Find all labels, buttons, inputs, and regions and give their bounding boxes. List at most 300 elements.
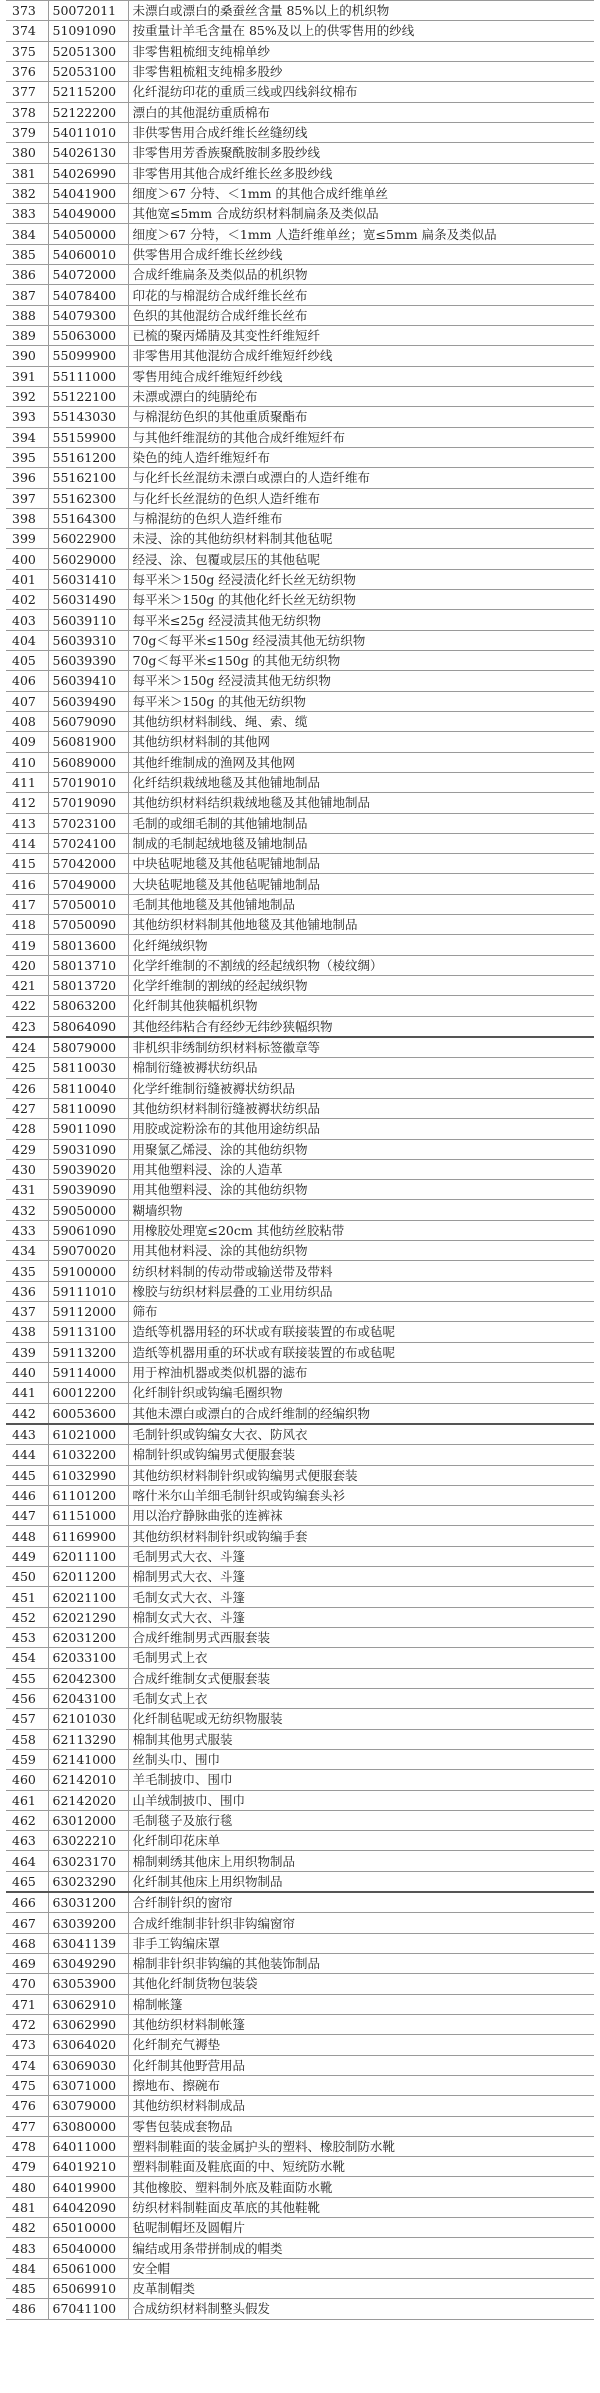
hs-code-cell: 56022900 (48, 529, 128, 549)
row-number-cell: 447 (6, 1506, 48, 1526)
hs-code-cell: 57042000 (48, 854, 128, 874)
hs-code-cell: 58110040 (48, 1078, 128, 1098)
table-row (6, 407, 594, 427)
row-number-cell: 481 (6, 2197, 48, 2217)
hs-code-cell: 54026130 (48, 143, 128, 163)
description-cell: 用其他材料浸、涂的其他纺织物 (128, 1241, 594, 1261)
row-number-cell: 379 (6, 122, 48, 142)
row-number-cell: 389 (6, 326, 48, 346)
row-number-cell: 398 (6, 508, 48, 528)
description-cell: 喀什米尔山羊细毛制针织或钩编套头衫 (128, 1485, 594, 1505)
description-cell: 棉制非针织非钩编的其他装饰制品 (128, 1954, 594, 1974)
hs-code-cell: 59113200 (48, 1342, 128, 1362)
table-row (6, 122, 594, 142)
table-row (6, 1159, 594, 1179)
table-row (6, 143, 594, 163)
description-cell: 纺织材料制鞋面皮革底的其他鞋靴 (128, 2197, 594, 2217)
hs-code-cell: 55164300 (48, 508, 128, 528)
table-row (6, 61, 594, 81)
row-number-cell: 444 (6, 1445, 48, 1465)
table-row (6, 2014, 594, 2034)
description-cell: 与棉混纺色织的其他重质聚酯布 (128, 407, 594, 427)
table-row (6, 1403, 594, 1424)
table-row (6, 833, 594, 853)
row-number-cell: 462 (6, 1810, 48, 1830)
row-number-cell: 442 (6, 1403, 48, 1424)
table-row (6, 2157, 594, 2177)
description-cell: 安全帽 (128, 2258, 594, 2278)
description-cell: 化纤绳绒织物 (128, 935, 594, 955)
table-row (6, 1770, 594, 1790)
row-number-cell: 427 (6, 1098, 48, 1118)
description-cell: 造纸等机器用重的环状或有联接装置的布或毡呢 (128, 1342, 594, 1362)
table-row (6, 1058, 594, 1078)
table-row (6, 1688, 594, 1708)
row-number-cell: 392 (6, 386, 48, 406)
table-row (6, 1994, 594, 2014)
hs-code-cell: 63023170 (48, 1851, 128, 1871)
row-number-cell: 466 (6, 1892, 48, 1913)
table-row (6, 1119, 594, 1139)
hs-code-cell: 63069030 (48, 2055, 128, 2075)
table-row (6, 1302, 594, 1322)
table-row (6, 1322, 594, 1342)
hs-code-cell: 59050000 (48, 1200, 128, 1220)
table-row (6, 590, 594, 610)
row-number-cell: 410 (6, 752, 48, 772)
description-cell: 用橡胶处理宽≤20cm 其他纺丝胶粘带 (128, 1220, 594, 1240)
hs-code-cell: 56031410 (48, 569, 128, 589)
row-number-cell: 451 (6, 1587, 48, 1607)
row-number-cell: 378 (6, 102, 48, 122)
row-number-cell: 394 (6, 427, 48, 447)
description-cell: 大块毡呢地毯及其他毡呢铺地制品 (128, 874, 594, 894)
row-number-cell: 479 (6, 2157, 48, 2177)
description-cell: 其他橡胶、塑料制外底及鞋面防水靴 (128, 2177, 594, 2197)
table-row (6, 1546, 594, 1566)
row-number-cell: 408 (6, 711, 48, 731)
table-row (6, 2096, 594, 2116)
description-cell: 棉制其他男式服装 (128, 1729, 594, 1749)
hs-code-cell: 59114000 (48, 1362, 128, 1382)
table-row (6, 1587, 594, 1607)
hs-code-cell: 57050090 (48, 915, 128, 935)
table-row (6, 813, 594, 833)
description-cell: 与其他纤维混纺的其他合成纤维短纤布 (128, 427, 594, 447)
hs-code-cell: 64011000 (48, 2136, 128, 2156)
description-cell: 非零售用其他合成纤维长丝多股纱线 (128, 163, 594, 183)
row-number-cell: 482 (6, 2218, 48, 2238)
row-number-cell: 437 (6, 1302, 48, 1322)
description-cell: 合成纤维制女式便服套装 (128, 1668, 594, 1688)
table-row (6, 1892, 594, 1913)
hs-code-cell: 63080000 (48, 2116, 128, 2136)
hs-code-cell: 56081900 (48, 732, 128, 752)
description-cell: 非供零售用合成纤维长丝缝纫线 (128, 122, 594, 142)
table-row (6, 2075, 594, 2095)
hs-code-cell: 62113290 (48, 1729, 128, 1749)
row-number-cell: 472 (6, 2014, 48, 2034)
hs-code-cell: 52051300 (48, 41, 128, 61)
row-number-cell: 404 (6, 630, 48, 650)
row-number-cell: 376 (6, 61, 48, 81)
description-cell: 非机织非绣制纺织材料标签徽章等 (128, 1037, 594, 1058)
description-cell: 非零售用芳香族聚酰胺制多股纱线 (128, 143, 594, 163)
hs-code-cell: 52115200 (48, 82, 128, 102)
description-cell: 已梳的聚丙烯腈及其变性纤维短纤 (128, 326, 594, 346)
description-cell: 羊毛制披巾、围巾 (128, 1770, 594, 1790)
row-number-cell: 471 (6, 1994, 48, 2014)
table-row (6, 1445, 594, 1465)
table-row (6, 1180, 594, 1200)
hs-code-cell: 57023100 (48, 813, 128, 833)
table-row (6, 163, 594, 183)
row-number-cell: 396 (6, 468, 48, 488)
description-cell: 其他纺织材料结织栽绒地毯及其他铺地制品 (128, 793, 594, 813)
table-row (6, 2299, 594, 2319)
table-row (6, 711, 594, 731)
hs-code-cell: 54011010 (48, 122, 128, 142)
description-cell: 其他纤维制成的渔网及其他网 (128, 752, 594, 772)
description-cell: 化学纤维制的不割绒的经起绒织物（棱纹绸） (128, 955, 594, 975)
hs-code-cell: 61169900 (48, 1526, 128, 1546)
description-cell: 细度＞67 分特、＜1mm 的其他合成纤维单丝 (128, 183, 594, 203)
hs-code-cell: 58064090 (48, 1016, 128, 1037)
row-number-cell: 449 (6, 1546, 48, 1566)
row-number-cell: 440 (6, 1362, 48, 1382)
description-cell: 其他纺织材料制其他地毯及其他铺地制品 (128, 915, 594, 935)
row-number-cell: 448 (6, 1526, 48, 1546)
row-number-cell: 474 (6, 2055, 48, 2075)
description-cell: 未浸、涂的其他纺织材料制其他毡呢 (128, 529, 594, 549)
table-row (6, 569, 594, 589)
hs-code-cell: 54072000 (48, 265, 128, 285)
hs-code-cell: 54079300 (48, 305, 128, 325)
description-cell: 塑料制鞋面及鞋底面的中、短统防水靴 (128, 2157, 594, 2177)
table-row (6, 976, 594, 996)
table-row (6, 996, 594, 1016)
row-number-cell: 395 (6, 447, 48, 467)
description-cell: 毡呢制帽坯及圆帽片 (128, 2218, 594, 2238)
row-number-cell: 421 (6, 976, 48, 996)
hs-code-cell: 56029000 (48, 549, 128, 569)
hs-code-cell: 54078400 (48, 285, 128, 305)
row-number-cell: 465 (6, 1871, 48, 1892)
table-row (6, 1871, 594, 1892)
hs-code-cell: 64019900 (48, 2177, 128, 2197)
description-cell: 每平米＞150g 的其他化纤长丝无纺织物 (128, 590, 594, 610)
hs-code-cell: 61021000 (48, 1424, 128, 1445)
row-number-cell: 485 (6, 2279, 48, 2299)
description-cell: 棉制衍缝被褥状纺织品 (128, 1058, 594, 1078)
hs-code-cell: 63023290 (48, 1871, 128, 1892)
table-row (6, 1, 594, 21)
table-row (6, 630, 594, 650)
description-cell: 合成纤维制男式西服套装 (128, 1628, 594, 1648)
hs-code-cell: 58013710 (48, 955, 128, 975)
row-number-cell: 382 (6, 183, 48, 203)
table-body (6, 1, 594, 2320)
description-cell: 毛制女式上衣 (128, 1688, 594, 1708)
table-row (6, 1281, 594, 1301)
table-row (6, 1851, 594, 1871)
table-row (6, 935, 594, 955)
table-row (6, 1933, 594, 1953)
table-row (6, 1709, 594, 1729)
table-row (6, 265, 594, 285)
description-cell: 其他纺织材料制针织或钩编手套 (128, 1526, 594, 1546)
hs-code-cell: 62043100 (48, 1688, 128, 1708)
row-number-cell: 441 (6, 1383, 48, 1403)
hs-code-cell: 65061000 (48, 2258, 128, 2278)
description-cell: 其他宽≤5mm 合成纺织材料制扁条及类似品 (128, 204, 594, 224)
hs-code-cell: 63049290 (48, 1954, 128, 1974)
hs-code-cell: 62031200 (48, 1628, 128, 1648)
description-cell: 每平米≤25g 经浸渍其他无纺织物 (128, 610, 594, 630)
description-cell: 经浸、涂、包覆或层压的其他毡呢 (128, 549, 594, 569)
hs-code-cell: 64019210 (48, 2157, 128, 2177)
description-cell: 未漂或漂白的纯腈纶布 (128, 386, 594, 406)
description-cell: 染色的纯人造纤维短纤布 (128, 447, 594, 467)
hs-code-cell: 54026990 (48, 163, 128, 183)
table-row (6, 752, 594, 772)
hs-code-cell: 62011100 (48, 1546, 128, 1566)
row-number-cell: 399 (6, 529, 48, 549)
hs-code-cell: 62042300 (48, 1668, 128, 1688)
row-number-cell: 397 (6, 488, 48, 508)
description-cell: 纺织材料制的传动带或输送带及带料 (128, 1261, 594, 1281)
description-cell: 筛布 (128, 1302, 594, 1322)
description-cell: 合成纤维制非针织非钩编窗帘 (128, 1913, 594, 1933)
row-number-cell: 428 (6, 1119, 48, 1139)
description-cell: 毛制女式大衣、斗篷 (128, 1587, 594, 1607)
hs-code-cell: 57049000 (48, 874, 128, 894)
row-number-cell: 413 (6, 813, 48, 833)
hs-code-cell: 59100000 (48, 1261, 128, 1281)
hs-code-cell: 59039090 (48, 1180, 128, 1200)
description-cell: 化纤制针织或钩编毛圈织物 (128, 1383, 594, 1403)
hs-code-cell: 65010000 (48, 2218, 128, 2238)
row-number-cell: 478 (6, 2136, 48, 2156)
row-number-cell: 424 (6, 1037, 48, 1058)
table-row (6, 651, 594, 671)
hs-code-cell: 61032200 (48, 1445, 128, 1465)
row-number-cell: 411 (6, 772, 48, 792)
table-row (6, 955, 594, 975)
hs-code-cell: 56039310 (48, 630, 128, 650)
description-cell: 其他纺织材料制衍缝被褥状纺织品 (128, 1098, 594, 1118)
row-number-cell: 400 (6, 549, 48, 569)
description-cell: 色织的其他混纺合成纤维长丝布 (128, 305, 594, 325)
hs-code-cell: 55122100 (48, 386, 128, 406)
row-number-cell: 470 (6, 1974, 48, 1994)
row-number-cell: 433 (6, 1220, 48, 1240)
description-cell: 其他纺织材料制成品 (128, 2096, 594, 2116)
table-row (6, 1261, 594, 1281)
row-number-cell: 483 (6, 2238, 48, 2258)
table-row (6, 1241, 594, 1261)
table-row (6, 82, 594, 102)
hs-code-cell: 59111010 (48, 1281, 128, 1301)
table-row (6, 2116, 594, 2136)
row-number-cell: 374 (6, 21, 48, 41)
row-number-cell: 406 (6, 671, 48, 691)
row-number-cell: 416 (6, 874, 48, 894)
hs-code-cell: 63071000 (48, 2075, 128, 2095)
hs-code-cell: 55159900 (48, 427, 128, 447)
row-number-cell: 452 (6, 1607, 48, 1627)
table-row (6, 1954, 594, 1974)
table-row (6, 102, 594, 122)
description-cell: 用于榨油机器或类似机器的滤布 (128, 1362, 594, 1382)
description-cell: 擦地布、擦碗布 (128, 2075, 594, 2095)
description-cell: 毛制的或细毛制的其他铺地制品 (128, 813, 594, 833)
row-number-cell: 476 (6, 2096, 48, 2116)
table-row (6, 326, 594, 346)
description-cell: 用其他塑料浸、涂的其他纺织物 (128, 1180, 594, 1200)
description-cell: 化纤制毡呢或无纺织物服装 (128, 1709, 594, 1729)
hs-code-cell: 59113100 (48, 1322, 128, 1342)
description-cell: 毛制毯子及旅行毯 (128, 1810, 594, 1830)
description-cell: 合成纤维扁条及类似品的机织物 (128, 265, 594, 285)
description-cell: 棉制女式大衣、斗篷 (128, 1607, 594, 1627)
row-number-cell: 419 (6, 935, 48, 955)
description-cell: 与化纤长丝混纺的色织人造纤维布 (128, 488, 594, 508)
hs-code-cell: 60053600 (48, 1403, 128, 1424)
row-number-cell: 426 (6, 1078, 48, 1098)
hs-code-cell: 63064020 (48, 2035, 128, 2055)
hs-code-cell: 62021290 (48, 1607, 128, 1627)
table-row (6, 1790, 594, 1810)
hs-code-cell: 56039410 (48, 671, 128, 691)
description-cell: 供零售用合成纤维长丝纱线 (128, 244, 594, 264)
hs-code-cell: 57024100 (48, 833, 128, 853)
row-number-cell: 443 (6, 1424, 48, 1445)
table-row (6, 1607, 594, 1627)
row-number-cell: 439 (6, 1342, 48, 1362)
description-cell: 每平米＞150g 的其他无纺织物 (128, 691, 594, 711)
description-cell: 毛制男式上衣 (128, 1648, 594, 1668)
hs-code-cell: 58013720 (48, 976, 128, 996)
description-cell: 制成的毛制起绒地毯及铺地制品 (128, 833, 594, 853)
row-number-cell: 473 (6, 2035, 48, 2055)
row-number-cell: 457 (6, 1709, 48, 1729)
description-cell: 化纤制充气褥垫 (128, 2035, 594, 2055)
table-row (6, 386, 594, 406)
table-row (6, 915, 594, 935)
description-cell: 非手工钩编床罩 (128, 1933, 594, 1953)
row-number-cell: 423 (6, 1016, 48, 1037)
description-cell: 每平米＞150g 经浸渍其他无纺织物 (128, 671, 594, 691)
row-number-cell: 464 (6, 1851, 48, 1871)
description-cell: 毛制其他地毯及其他铺地制品 (128, 894, 594, 914)
row-number-cell: 467 (6, 1913, 48, 1933)
row-number-cell: 460 (6, 1770, 48, 1790)
table-row (6, 285, 594, 305)
table-row (6, 1749, 594, 1769)
description-cell: 其他纺织材料制帐篷 (128, 2014, 594, 2034)
row-number-cell: 454 (6, 1648, 48, 1668)
table-row (6, 772, 594, 792)
description-cell: 其他纺织材料制的其他网 (128, 732, 594, 752)
description-cell: 化纤混纺印花的重质三线或四线斜纹棉布 (128, 82, 594, 102)
table-row (6, 2197, 594, 2217)
hs-code-cell: 57019010 (48, 772, 128, 792)
hs-code-cell: 57050010 (48, 894, 128, 914)
description-cell: 化纤结织栽绒地毯及其他铺地制品 (128, 772, 594, 792)
table-row (6, 41, 594, 61)
hs-code-cell: 51091090 (48, 21, 128, 41)
description-cell: 丝制头巾、围巾 (128, 1749, 594, 1769)
hs-code-cell: 56031490 (48, 590, 128, 610)
description-cell: 编结或用条带拼制成的帽类 (128, 2238, 594, 2258)
table-row (6, 610, 594, 630)
description-cell: 皮革制帽类 (128, 2279, 594, 2299)
table-row (6, 244, 594, 264)
description-cell: 山羊绒制披巾、围巾 (128, 1790, 594, 1810)
row-number-cell: 477 (6, 2116, 48, 2136)
hs-code-cell: 63079000 (48, 2096, 128, 2116)
table-row (6, 874, 594, 894)
hs-code-cell: 56039110 (48, 610, 128, 630)
hs-code-cell: 63039200 (48, 1913, 128, 1933)
table-row (6, 529, 594, 549)
table-row (6, 671, 594, 691)
description-cell: 棉制男式大衣、斗篷 (128, 1567, 594, 1587)
description-cell: 细度＞67 分特，＜1mm 人造纤维单丝；宽≤5mm 扁条及类似品 (128, 224, 594, 244)
hs-code-cell: 62033100 (48, 1648, 128, 1668)
description-cell: 70g＜每平米≤150g 经浸渍其他无纺织物 (128, 630, 594, 650)
row-number-cell: 425 (6, 1058, 48, 1078)
row-number-cell: 407 (6, 691, 48, 711)
row-number-cell: 412 (6, 793, 48, 813)
table-row (6, 1424, 594, 1445)
hs-code-cell: 67041100 (48, 2299, 128, 2319)
row-number-cell: 450 (6, 1567, 48, 1587)
description-cell: 用其他塑料浸、涂的人造革 (128, 1159, 594, 1179)
description-cell: 化纤制其他野营用品 (128, 2055, 594, 2075)
row-number-cell: 475 (6, 2075, 48, 2095)
hs-code-cell: 59011090 (48, 1119, 128, 1139)
hs-code-cell: 60012200 (48, 1383, 128, 1403)
hs-code-cell: 63012000 (48, 1810, 128, 1830)
table-row (6, 1362, 594, 1382)
row-number-cell: 418 (6, 915, 48, 935)
hs-code-cell: 61101200 (48, 1485, 128, 1505)
hs-code-cell: 62142010 (48, 1770, 128, 1790)
row-number-cell: 422 (6, 996, 48, 1016)
description-cell: 其他化纤制货物包装袋 (128, 1974, 594, 1994)
table-row (6, 2258, 594, 2278)
hs-code-cell: 58079000 (48, 1037, 128, 1058)
hs-code-cell: 63022210 (48, 1831, 128, 1851)
hs-code-cell: 59070020 (48, 1241, 128, 1261)
row-number-cell: 445 (6, 1465, 48, 1485)
row-number-cell: 402 (6, 590, 48, 610)
hs-code-cell: 61151000 (48, 1506, 128, 1526)
hs-code-cell: 65069910 (48, 2279, 128, 2299)
description-cell: 化纤制印花床单 (128, 1831, 594, 1851)
row-number-cell: 431 (6, 1180, 48, 1200)
description-cell: 毛制针织或钩编女大衣、防风衣 (128, 1424, 594, 1445)
row-number-cell: 459 (6, 1749, 48, 1769)
hs-code-cell: 62142020 (48, 1790, 128, 1810)
table-row (6, 2238, 594, 2258)
hs-code-cell: 63053900 (48, 1974, 128, 1994)
hs-code-cell: 62011200 (48, 1567, 128, 1587)
table-row (6, 1465, 594, 1485)
row-number-cell: 383 (6, 204, 48, 224)
